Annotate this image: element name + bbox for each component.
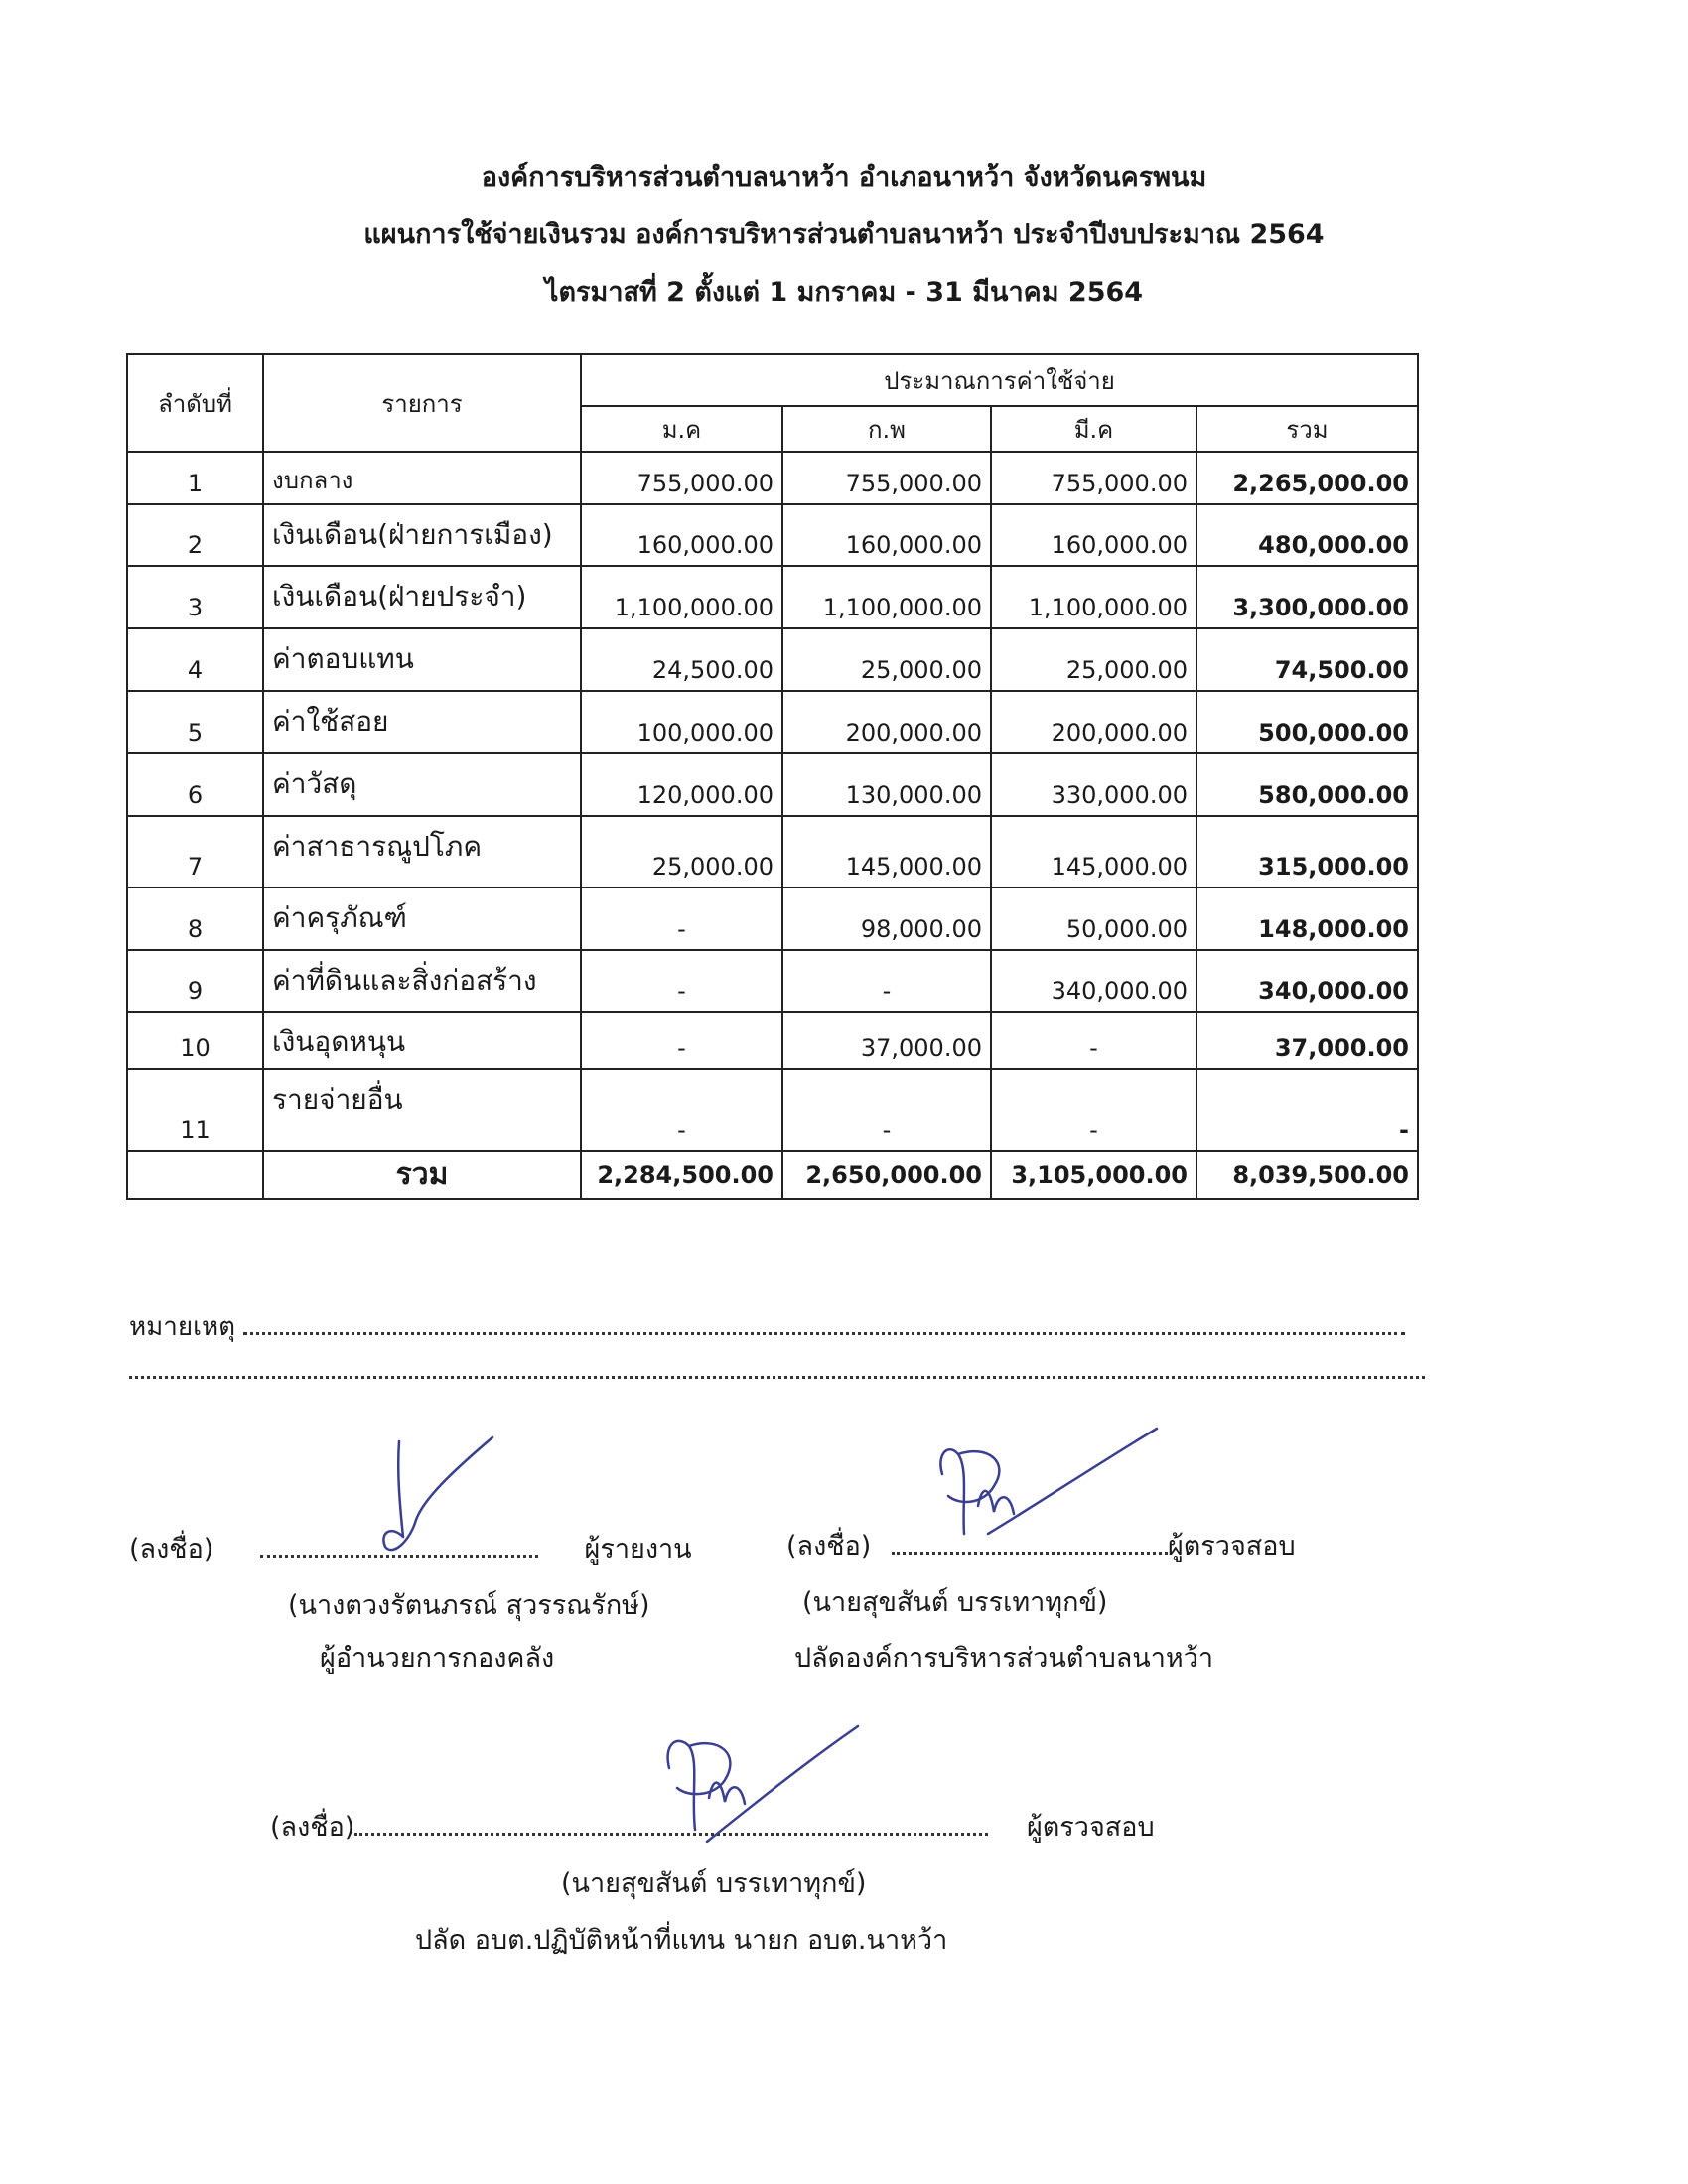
row-jan: 100,000.00 — [581, 691, 782, 753]
checker1-name: (นายสุขสันต์ บรรเทาทุกข์) — [802, 1587, 1108, 1618]
row-mar: - — [991, 1012, 1196, 1069]
row-item: ค่าตอบแทน — [263, 628, 581, 691]
total-label: รวม — [263, 1151, 581, 1199]
row-mar: - — [991, 1069, 1196, 1151]
row-mar: 50,000.00 — [991, 887, 1196, 950]
remark-dotted-line — [243, 1312, 1405, 1335]
row-item: เงินเดือน(ฝ่ายการเมือง) — [263, 504, 581, 566]
row-mar: 340,000.00 — [991, 950, 1196, 1012]
total-mar: 3,105,000.00 — [991, 1151, 1196, 1199]
row-item: ค่าวัสดุ — [263, 753, 581, 816]
row-feb: - — [782, 1069, 991, 1151]
row-no: 10 — [127, 1012, 263, 1069]
row-item: งบกลาง — [263, 452, 581, 504]
row-item: เงินอุดหนุน — [263, 1012, 581, 1069]
row-feb: 200,000.00 — [782, 691, 991, 753]
row-no: 6 — [127, 753, 263, 816]
total-no-cell — [127, 1151, 263, 1199]
row-jan: 24,500.00 — [581, 628, 782, 691]
row-no: 1 — [127, 452, 263, 504]
table-row — [127, 628, 1418, 691]
row-item: ค่าที่ดินและสิ่งก่อสร้าง — [263, 950, 581, 1012]
document-header — [0, 149, 1688, 322]
header-month-jan: ม.ค — [581, 406, 782, 452]
row-total: 580,000.00 — [1196, 753, 1418, 816]
row-mar: 200,000.00 — [991, 691, 1196, 753]
row-total: 3,300,000.00 — [1196, 566, 1418, 628]
plan-title: แผนการใช้จ่ายเงินรวม องค์การบริหารส่วนตำบลนาหว้า ประจำปีงบประมาณ 2564 — [363, 219, 1325, 250]
org-title: องค์การบริหารส่วนตำบลนาหว้า อำเภอนาหว้า จังหวัดนครพนม — [481, 162, 1207, 193]
row-jan: 120,000.00 — [581, 753, 782, 816]
row-mar: 330,000.00 — [991, 753, 1196, 816]
row-jan: 25,000.00 — [581, 816, 782, 887]
table-row — [127, 452, 1418, 504]
checker2-role: ผู้ตรวจสอบ — [1026, 1812, 1155, 1843]
header-estimate-group: ประมาณการค่าใช้จ่าย — [581, 354, 1418, 406]
total-total: 8,039,500.00 — [1196, 1151, 1418, 1199]
row-feb: 1,100,000.00 — [782, 566, 991, 628]
reporter-position: ผู้อำนวยการกองคลัง — [320, 1643, 555, 1674]
row-item: ค่าครุภัณฑ์ — [263, 887, 581, 950]
table-row — [127, 1069, 1418, 1151]
row-mar: 25,000.00 — [991, 628, 1196, 691]
table-row — [127, 950, 1418, 1012]
row-no: 9 — [127, 950, 263, 1012]
table-row — [127, 1012, 1418, 1069]
row-feb: 160,000.00 — [782, 504, 991, 566]
total-feb: 2,650,000.00 — [782, 1151, 991, 1199]
row-total: 37,000.00 — [1196, 1012, 1418, 1069]
row-feb: 130,000.00 — [782, 753, 991, 816]
row-jan: - — [581, 887, 782, 950]
row-no: 8 — [127, 887, 263, 950]
header-item: รายการ — [263, 354, 581, 452]
table-row — [127, 566, 1418, 628]
row-item: เงินเดือน(ฝ่ายประจำ) — [263, 566, 581, 628]
row-jan: - — [581, 1012, 782, 1069]
total-row — [127, 1151, 1418, 1199]
row-total: 500,000.00 — [1196, 691, 1418, 753]
table-row — [127, 816, 1418, 887]
row-no: 4 — [127, 628, 263, 691]
header-total: รวม — [1196, 406, 1418, 452]
checker2-name: (นายสุขสันต์ บรรเทาทุกข์) — [561, 1868, 867, 1899]
row-feb: - — [782, 950, 991, 1012]
row-feb: 755,000.00 — [782, 452, 991, 504]
table-row — [127, 753, 1418, 816]
row-total: - — [1196, 1069, 1418, 1151]
row-mar: 145,000.00 — [991, 816, 1196, 887]
checker2-position: ปลัด อบต.ปฏิบัติหน้าที่แทน นายก อบต.นาหว้า — [415, 1925, 948, 1956]
row-total: 148,000.00 — [1196, 887, 1418, 950]
row-no: 11 — [127, 1069, 263, 1151]
table-row — [127, 887, 1418, 950]
row-no: 5 — [127, 691, 263, 753]
remark-dotted-line-2 — [129, 1356, 1425, 1379]
row-total: 2,265,000.00 — [1196, 452, 1418, 504]
header-month-feb: ก.พ — [782, 406, 991, 452]
row-item: รายจ่ายอื่น — [263, 1069, 581, 1151]
checker1-signature — [918, 1415, 1177, 1564]
row-item: ค่าสาธารณูปโภค — [263, 816, 581, 887]
row-feb: 145,000.00 — [782, 816, 991, 887]
checker2-sign-prefix: (ลงชื่อ) — [270, 1812, 355, 1843]
remark-label: หมายเหตุ — [129, 1312, 236, 1342]
row-item: ค่าใช้สอย — [263, 691, 581, 753]
row-feb: 98,000.00 — [782, 887, 991, 950]
row-no: 7 — [127, 816, 263, 887]
header-no: ลำดับที่ — [127, 354, 263, 452]
reporter-name: (นางตวงรัตนภรณ์ สุวรรณรักษ์) — [288, 1590, 650, 1621]
row-mar: 755,000.00 — [991, 452, 1196, 504]
row-total: 74,500.00 — [1196, 628, 1418, 691]
row-total: 480,000.00 — [1196, 504, 1418, 566]
checker2-signature — [647, 1703, 876, 1851]
row-no: 3 — [127, 566, 263, 628]
table-row — [127, 691, 1418, 753]
row-feb: 25,000.00 — [782, 628, 991, 691]
reporter-sign-prefix: (ลงชื่อ) — [129, 1534, 214, 1565]
table-row — [127, 504, 1418, 566]
row-no: 2 — [127, 504, 263, 566]
remark-section — [129, 1306, 1425, 1347]
row-total: 340,000.00 — [1196, 950, 1418, 1012]
row-total: 315,000.00 — [1196, 816, 1418, 887]
checker1-sign-prefix: (ลงชื่อ) — [786, 1531, 872, 1562]
row-jan: 160,000.00 — [581, 504, 782, 566]
checker1-position: ปลัดองค์การบริหารส่วนตำบลนาหว้า — [794, 1643, 1214, 1674]
row-feb: 37,000.00 — [782, 1012, 991, 1069]
header-month-mar: มี.ค — [991, 406, 1196, 452]
row-jan: 1,100,000.00 — [581, 566, 782, 628]
budget-table — [126, 353, 1419, 1200]
row-jan: 755,000.00 — [581, 452, 782, 504]
row-mar: 160,000.00 — [991, 504, 1196, 566]
reporter-signature — [357, 1430, 536, 1559]
row-mar: 1,100,000.00 — [991, 566, 1196, 628]
row-jan: - — [581, 950, 782, 1012]
checker1-role: ผู้ตรวจสอบ — [1167, 1531, 1296, 1562]
quarter-title: ไตรมาสที่ 2 ตั้งแต่ 1 มกราคม - 31 มีนาคม 2564 — [544, 277, 1144, 308]
total-jan: 2,284,500.00 — [581, 1151, 782, 1199]
reporter-role: ผู้รายงาน — [584, 1534, 692, 1565]
row-jan: - — [581, 1069, 782, 1151]
